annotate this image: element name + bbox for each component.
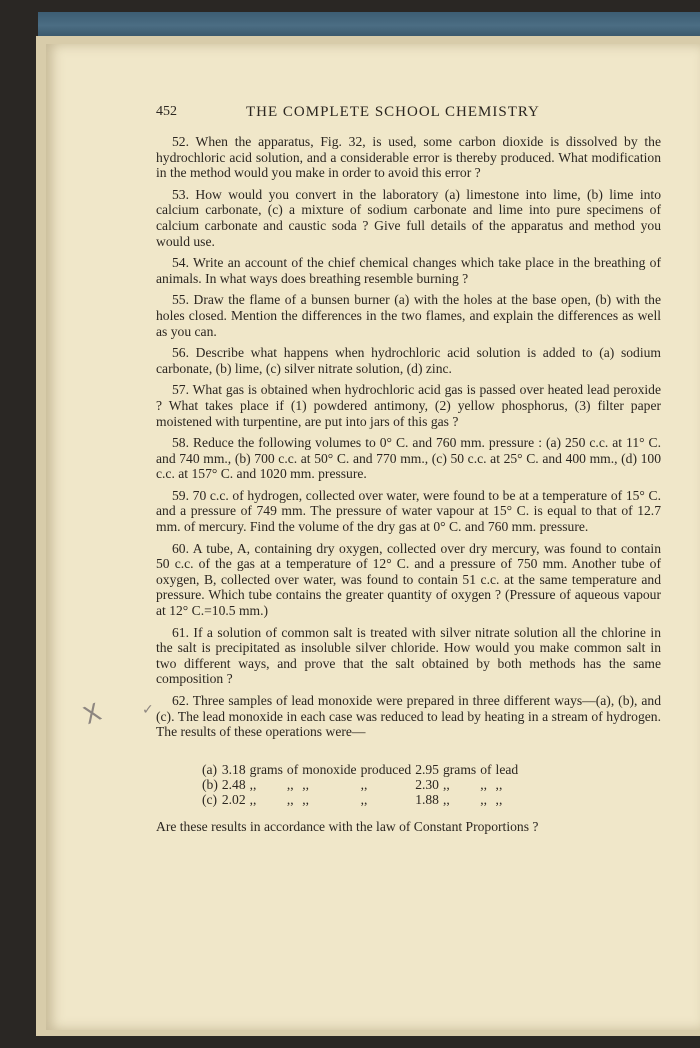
table-cell: ,, bbox=[442, 791, 450, 807]
page-number: 452 bbox=[156, 104, 177, 119]
table-cell: ,, bbox=[360, 776, 368, 792]
table-row bbox=[202, 777, 522, 792]
table-cell: ,, bbox=[249, 791, 257, 807]
table-cell: 2.30 bbox=[415, 776, 439, 792]
table-cell: ,, bbox=[286, 791, 294, 807]
table-cell: (c) bbox=[202, 791, 218, 807]
table-cell: ,, bbox=[495, 791, 503, 807]
table-row bbox=[202, 792, 522, 807]
question-62: 62. Three samples of lead monoxide were prepared in three different ways—(a), (b), and (c). The lead monoxide in each case was reduced to lead by heating in a stream of hydrogen. The results of these operations were— bbox=[156, 693, 661, 740]
running-head bbox=[156, 104, 661, 126]
pencil-cross-mark: X bbox=[79, 697, 106, 731]
question-58: 58. Reduce the following volumes to 0° C. and 760 mm. pressure : (a) 250 c.c. at 11° C. and 740 mm., (b) 700 c.c. at 50° C. and 770 mm., (c) 50 c.c. at 25° C. and 400 mm., (d) 100 c.c. at 157° C. and 1020 mm. pressure. bbox=[156, 435, 661, 482]
table-cell: ,, bbox=[302, 791, 310, 807]
table-cell: lead bbox=[495, 761, 519, 777]
table-cell: ,, bbox=[495, 776, 503, 792]
table-cell: ,, bbox=[480, 791, 488, 807]
running-title: THE COMPLETE SCHOOL CHEMISTRY bbox=[246, 104, 540, 120]
question-52: 52. When the apparatus, Fig. 32, is used, some carbon dioxide is dissolved by the hydrochloric acid solution, and a considerable error is thereby produced. What modification in the method would you make in order to avoid this error ? bbox=[156, 134, 661, 181]
table-cell: (b) bbox=[202, 776, 218, 792]
pencil-tick-mark: ✓ bbox=[142, 702, 154, 718]
table-cell: 2.02 bbox=[221, 791, 246, 807]
question-60: 60. A tube, A, containing dry oxygen, collected over dry mercury, was found to contain 50 c.c. of the gas at a temperature of 12° C. and a pressure of 750 mm. Another tube of oxygen, B, collected over water, was found to contain 51 c.c. at the same temperature and pressure. Which tube contains the greater quantity of oxygen ? (Pressure of aqueous vapour at 12° C.=10.5 mm.) bbox=[156, 540, 661, 619]
table-cell: ,, bbox=[302, 776, 310, 792]
question-57: 57. What gas is obtained when hydrochloric acid gas is passed over heated lead peroxide ? What takes place if (1) powdered antimony, (2) yellow phosphorus, (3) filter paper moistened with turpentine, are put into jars of this gas ? bbox=[156, 382, 661, 429]
question-list bbox=[156, 134, 661, 834]
table-cell: monoxide bbox=[302, 761, 357, 777]
table-cell: 1.88 bbox=[415, 791, 439, 807]
question-54: 54. Write an account of the chief chemical changes which take place in the breathing of animals. In what ways does breathing resemble burning ? bbox=[156, 255, 661, 286]
table-row bbox=[202, 762, 522, 777]
question-55: 55. Draw the flame of a bunsen burner (a) with the holes at the base open, (b) with the holes closed. Mention the differences in the two flames, and explain the differences as well as you can. bbox=[156, 292, 661, 339]
table-cell: ,, bbox=[360, 791, 368, 807]
table-cell: of bbox=[286, 761, 299, 777]
table-cell: grams bbox=[249, 761, 283, 777]
question-61: 61. If a solution of common salt is treated with silver nitrate solution all the chlorine in the salt is precipitated as insoluble silver chloride. How would you make common salt in two different ways, and prove that the salt obtained by both methods has the same composition ? bbox=[156, 624, 661, 687]
table-cell: 3.18 bbox=[221, 761, 246, 777]
question-59: 59. 70 c.c. of hydrogen, collected over water, were found to be at a temperature of 15° C. and a pressure of 749 mm. The pressure of water vapour at 15° C. is equal to that of 12.7 mm. of mercury. Find the volume of the dry gas at 0° C. and 760 mm. pressure. bbox=[156, 487, 661, 535]
table-cell: ,, bbox=[249, 776, 257, 792]
question-56: 56. Describe what happens when hydrochloric acid solution is added to (a) sodium carbonate, (b) lime, (c) silver nitrate solution, (d) zinc. bbox=[156, 345, 661, 376]
table-cell: ,, bbox=[480, 776, 488, 792]
table-cell: grams bbox=[442, 761, 477, 777]
table-cell: 2.48 bbox=[221, 776, 246, 792]
table-cell: ,, bbox=[286, 776, 294, 792]
results-table bbox=[202, 762, 522, 807]
question-53: 53. How would you convert in the laboratory (a) limestone into lime, (b) lime into calcium carbonate, (c) a mixture of sodium carbonate and lime into pure specimens of calcium carbonate and caustic soda ? Give full details of the apparatus and method you would use. bbox=[156, 186, 661, 249]
table-cell: 2.95 bbox=[415, 761, 439, 777]
table-cell: produced bbox=[360, 761, 412, 777]
closing-question: Are these results in accordance with the law of Constant Proportions ? bbox=[156, 818, 539, 834]
table-cell: (a) bbox=[202, 761, 218, 777]
table-cell: of bbox=[480, 761, 492, 777]
table-cell: ,, bbox=[442, 776, 450, 792]
